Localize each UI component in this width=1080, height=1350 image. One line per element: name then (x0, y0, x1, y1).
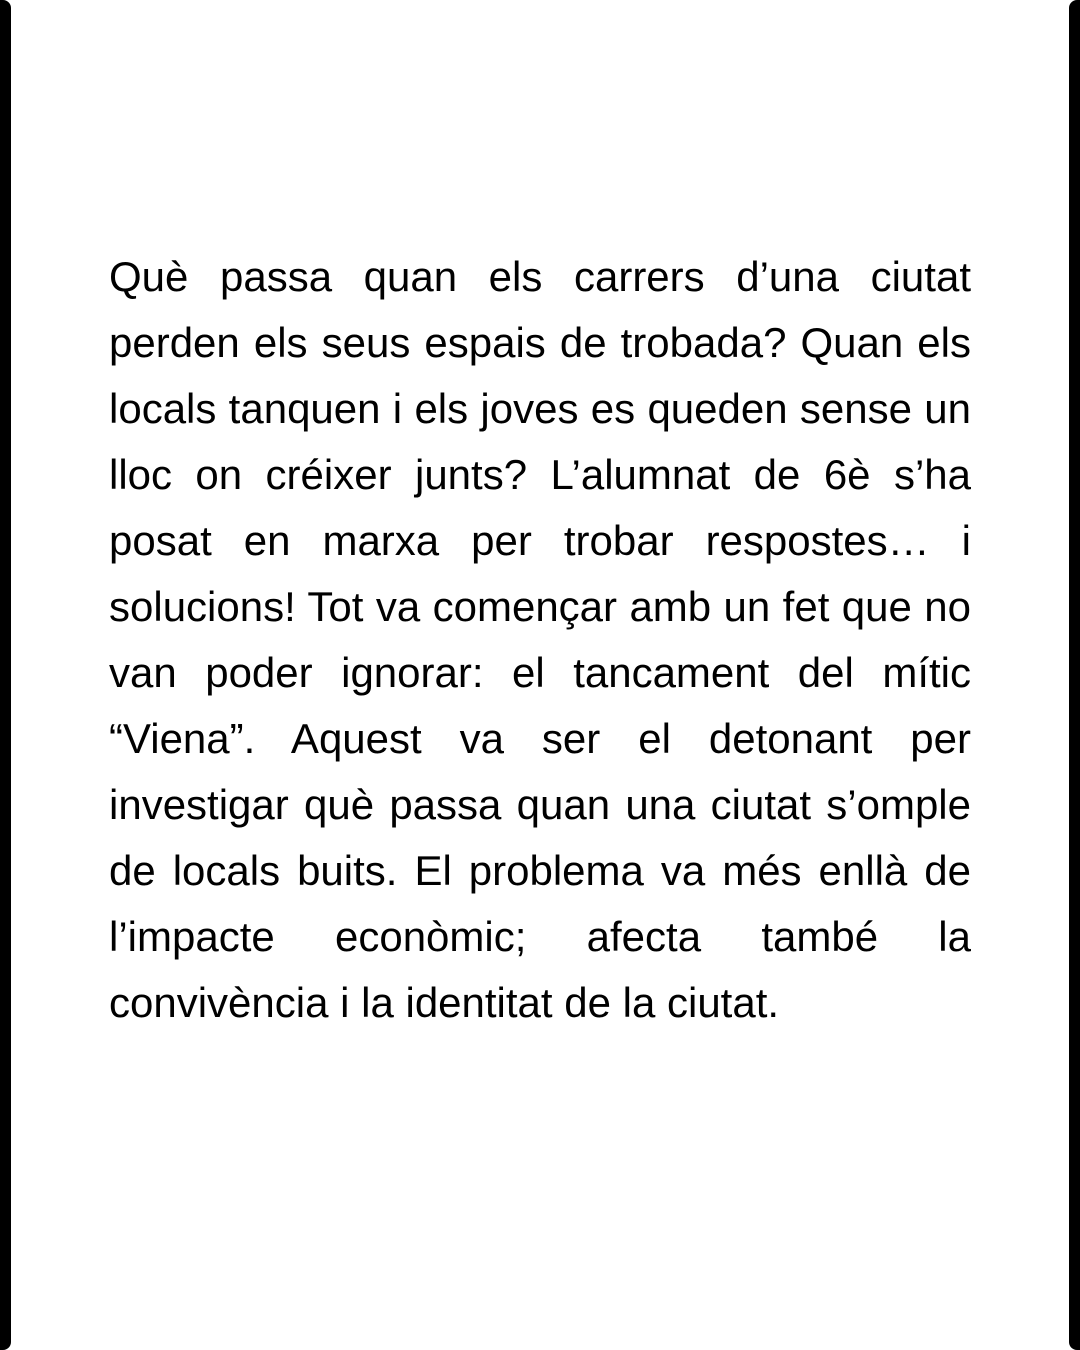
left-edge-bar (0, 0, 11, 1350)
right-edge-bar (1069, 0, 1080, 1350)
article-paragraph: Què passa quan els carrers d’una ciutat perden els seus espais de trobada? Quan els locals tanquen i els joves es queden sense un lloc on créixer junts? L’alumnat de 6è s’ha posat en marxa per trobar respostes… i solucions! Tot va començar amb un fet que no van poder ignorar: el tancament del mític “Viena”. Aquest va ser el detonant per investigar què passa quan una ciutat s’omple de locals buits. El problema va més enllà de l’impacte econòmic; afecta també la convivència i la identitat de la ciutat. (109, 253, 971, 1026)
